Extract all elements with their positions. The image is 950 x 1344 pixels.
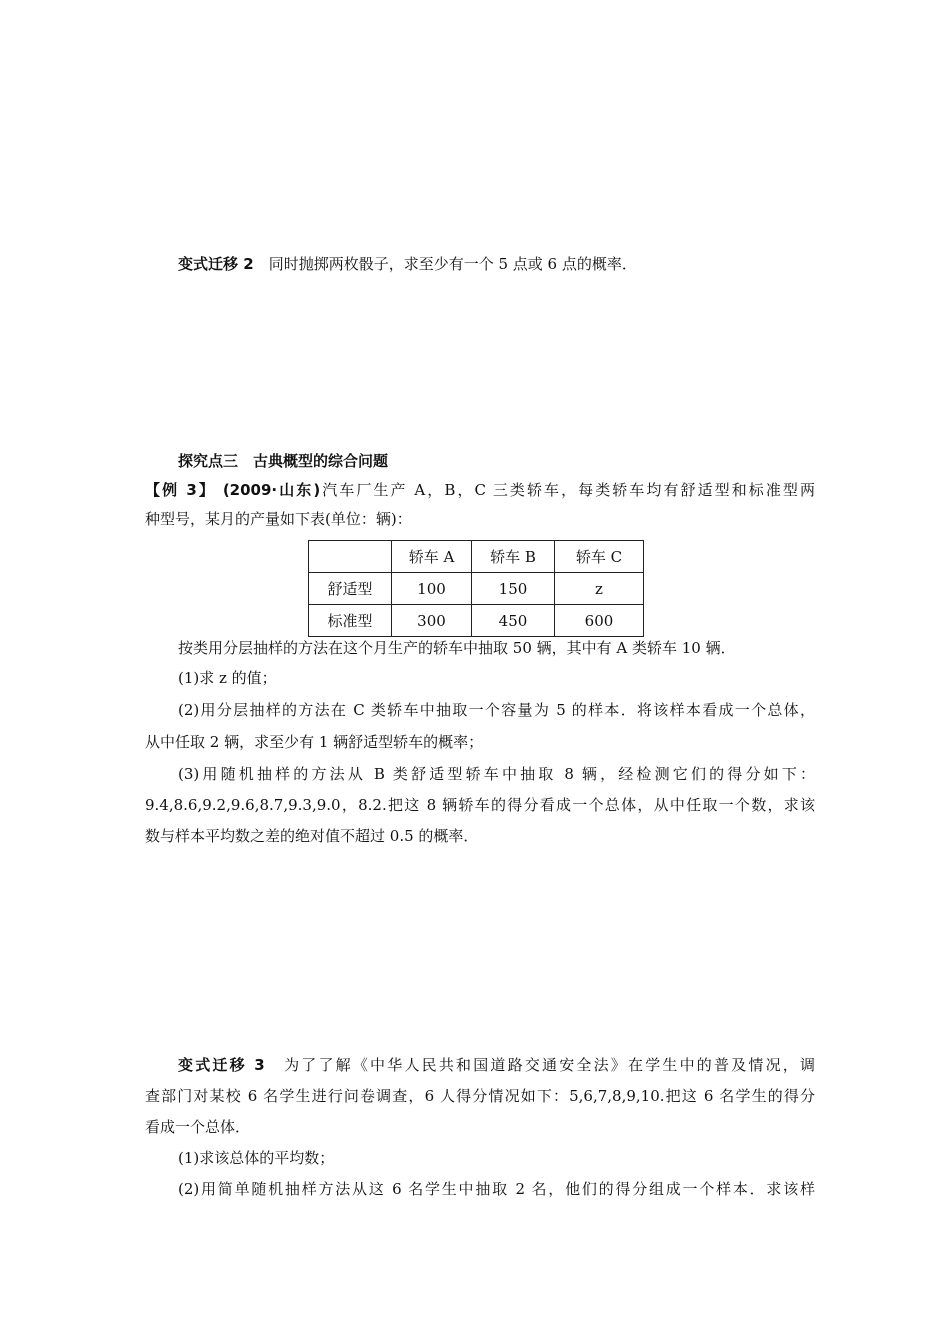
variant3-q1: (1)求该总体的平均数； [178,1149,335,1167]
table-cell: 标准型 [309,605,392,637]
example3-q3-line3: 数与样本平均数之差的绝对值不超过 0.5 的概率． [145,827,479,845]
example3-q2-line2: 从中任取 2 辆，求至少有 1 辆舒适型轿车的概率； [145,733,484,751]
production-table [308,540,644,637]
example3-line2: 种型号，某月的产量如下表(单位：辆)： [145,510,412,528]
variant3-label: 变式迁移 3 [178,1056,265,1074]
variant2-label: 变式迁移 2 [178,255,254,273]
section3-title: 探究点三 古典概型的综合问题 [178,452,389,470]
table-header-cell: 轿车 B [472,541,555,573]
variant3-line1 [178,1055,815,1075]
table-header-cell [309,541,392,573]
table-row [309,573,644,605]
example3-q3-line2: 9.4,8.6,9.2,9.6,8.7,9.3,9.0，8.2.把这 8 辆轿车的得分看成一个总体，从中任取一个数，求该 [145,796,815,814]
variant3-line1-text: 为了了解《中华人民共和国道路交通安全法》在学生中的普及情况，调 [284,1056,815,1074]
table-row [309,605,644,637]
variant3-q2-line1: (2)用简单随机抽样方法从这 6 名学生中抽取 2 名，他们的得分组成一个样本．求该样 [178,1180,815,1198]
example3-p1: 按类用分层抽样的方法在这个月生产的轿车中抽取 50 辆，其中有 A 类轿车 10 辆． [178,639,736,657]
example3-line1-text: 汽车厂生产 A，B，C 三类轿车，每类轿车均有舒适型和标准型两 [320,481,815,499]
table-header-row [309,541,644,573]
table-header-cell: 轿车 C [555,541,644,573]
table-cell: 100 [392,573,472,605]
variant3-line2: 查部门对某校 6 名学生进行问卷调查，6 人得分情况如下：5,6,7,8,9,10.把这 6 名学生的得分 [145,1087,815,1105]
example3-source: (2009·山东) [222,481,321,499]
example3-line1 [145,480,815,500]
table-cell: 300 [392,605,472,637]
table-cell: 舒适型 [309,573,392,605]
variant2-text: 同时抛掷两枚骰子，求至少有一个 5 点或 6 点的概率． [268,255,637,273]
variant2-line [178,254,815,274]
example3-label: 【例 3】 [145,481,216,499]
variant3-line3: 看成一个总体． [145,1118,251,1136]
example3-q2-line1: (2)用分层抽样的方法在 C 类轿车中抽取一个容量为 5 的样本．将该样本看成一个总体， [178,701,815,719]
table-cell: 450 [472,605,555,637]
table-cell: z [555,573,644,605]
example3-q3-line1: (3)用随机抽样的方法从 B 类舒适型轿车中抽取 8 辆，经检测它们的得分如下： [178,765,815,783]
example3-q1: (1)求 z 的值； [178,669,277,687]
table-header-cell: 轿车 A [392,541,472,573]
table-cell: 600 [555,605,644,637]
table-cell: 150 [472,573,555,605]
